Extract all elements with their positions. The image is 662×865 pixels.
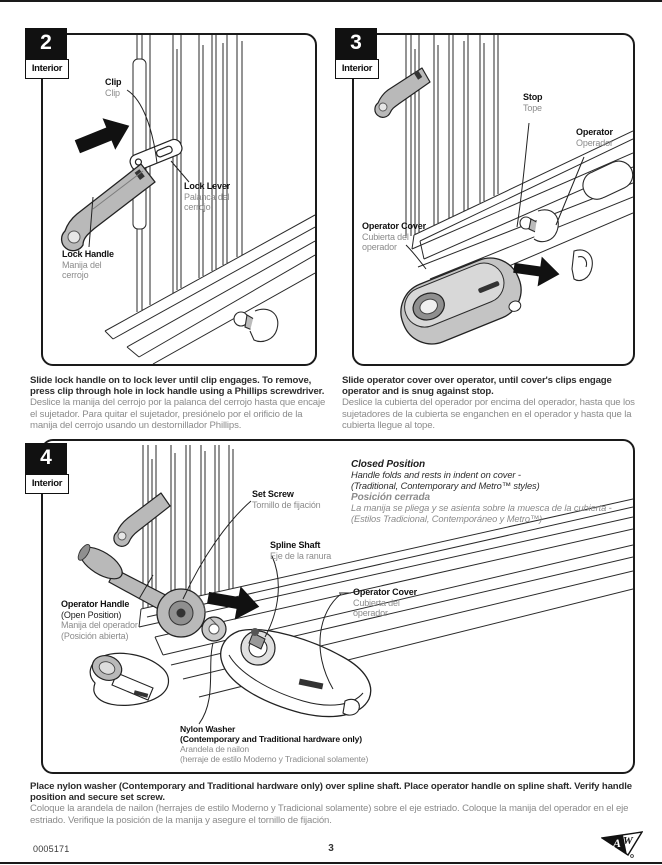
lock-handle-label-en: Lock Handle <box>62 249 114 259</box>
nylon-washer-label-en: Nylon Washer <box>180 724 236 734</box>
operator-label-es: Operador <box>576 137 613 148</box>
closed-position-line1-en: Handle folds and rests in indent on cover - <box>351 470 521 480</box>
svg-text:A: A <box>613 836 622 850</box>
step-2-caption-es: Deslice la manija del cerrojo por la palanca del cerrojo hasta que encaje el sujetador. Para quitar el sujetador, presiónelo por el orificio de la manija del cerrojo usando un destornillador Phillips. <box>30 397 326 431</box>
closed-position-line2-es: (Estilos Tradicional, Contemporáneo y Metro™) <box>351 514 543 524</box>
step-3-number: 3 <box>335 28 377 59</box>
lock-lever-label-en: Lock Lever <box>184 181 231 191</box>
operator-label-en: Operator <box>576 127 613 137</box>
closed-handle-assembly-drawing <box>89 652 169 706</box>
operator-stub-drawing <box>234 309 278 341</box>
closed-position-note <box>351 459 612 525</box>
step-2-caption-en: Slide lock handle on to lock lever until clip engages. To remove, press clip through hole in lock handle using a Phillips screwdriver. <box>30 375 325 398</box>
step-2-number: 2 <box>25 28 67 59</box>
step-4-panel <box>41 439 635 774</box>
operator-cover-label-es: Cubierta del operador <box>353 597 400 618</box>
step-4-caption-en: Place nylon washer (Contemporary and Traditional hardware only) over spline shaft. Place operator handle on spline shaft. Verify handle position and secure set screw. <box>30 781 632 804</box>
operator-cover-drawing <box>221 628 371 717</box>
spline-shaft-label-es: Eje de la ranura <box>270 550 332 561</box>
clip-label <box>105 77 121 98</box>
step-2-panel <box>41 33 317 366</box>
operator-cover-label-es: Cubierta del operador <box>362 231 409 252</box>
step-2-interior-tag: Interior <box>25 59 69 79</box>
set-screw-label-es: Tornillo de fijación <box>252 499 321 510</box>
step-2-illustration <box>43 35 315 364</box>
page-bottom-rule <box>0 862 662 864</box>
installed-lock-handle-drawing <box>114 493 170 546</box>
lock-handle-label <box>62 249 120 281</box>
operator-handle-label <box>61 599 138 641</box>
step-3-panel <box>352 33 635 366</box>
stop-label-es: Tope <box>523 102 542 113</box>
stop-label <box>523 92 542 113</box>
andersen-aw-logo-icon <box>601 831 643 859</box>
stop-label-en: Stop <box>523 92 543 102</box>
clip-label-en: Clip <box>105 77 122 87</box>
spline-shaft-label-en: Spline Shaft <box>270 540 321 550</box>
closed-position-title-es: Posición cerrada <box>351 492 430 503</box>
page-top-rule <box>0 0 662 2</box>
operator-cover-label <box>362 221 428 253</box>
step-3-interior-tag: Interior <box>335 59 379 79</box>
operator-label <box>576 127 613 148</box>
stop-drawing <box>572 250 592 281</box>
lock-handle-label-es: Manija del cerrojo <box>62 259 102 280</box>
step-2-caption <box>30 375 326 431</box>
installed-lock-handle-drawing <box>375 68 430 117</box>
step-3-caption <box>342 375 642 431</box>
document-number: 0005171 <box>33 844 70 854</box>
closed-position-line1-es: La manija se pliega y se asienta sobre la muesca de la cubierta - <box>351 503 612 513</box>
set-screw-label <box>252 489 321 510</box>
nylon-washer-label-en-sub: (Contemporary and Traditional hardware only) <box>180 734 363 744</box>
set-screw-label-en: Set Screw <box>252 489 294 499</box>
step-4-badge <box>25 443 67 494</box>
step-4-number: 4 <box>25 443 67 474</box>
step-2-badge <box>25 28 67 79</box>
slide-direction-arrow-icon <box>71 110 136 163</box>
step-4-caption <box>30 781 636 826</box>
operator-handle-label-es: Manija del operador <box>61 620 138 630</box>
lock-lever-label <box>184 181 250 213</box>
page-number: 3 <box>328 843 334 854</box>
step-3-badge <box>335 28 377 79</box>
nylon-washer-label <box>180 724 368 764</box>
svg-text:W: W <box>623 835 633 847</box>
sill-nose-drawing <box>578 156 633 203</box>
step-3-illustration <box>354 35 633 364</box>
operator-cover-label-en: Operator Cover <box>362 221 426 231</box>
step-4-caption-es: Coloque la arandela de nailon (herrajes de estilo Moderno y Tradicional solamente) sobre el eje estriado. Coloque la manija del operador en el eje estriado. Verifique la posición de la manija y asegure el tornillo de fijación. <box>30 803 629 826</box>
nylon-washer-label-es-sub: (herraje de estilo Moderno y Tradicional solamente) <box>180 754 369 764</box>
closed-position-title-en: Closed Position <box>351 459 426 470</box>
operator-handle-label-en: Operator Handle <box>61 599 130 609</box>
closed-position-line2-en: (Traditional, Contemporary and Metro™ styles) <box>351 481 540 491</box>
operator-cover-label <box>353 587 423 619</box>
step-3-caption-en: Slide operator cover over operator, until cover's clips engage operator and is snug against stop. <box>342 375 612 398</box>
operator-handle-label-es-sub: (Posición abierta) <box>61 630 129 641</box>
step-4-interior-tag: Interior <box>25 474 69 494</box>
operator-cover-drawing <box>392 249 530 353</box>
operator-cover-label-en: Operator Cover <box>353 587 417 597</box>
spline-shaft-label <box>270 540 331 561</box>
step-3-caption-es: Deslice la cubierta del operador por encima del operador, hasta que los sujetadores de la cubierta se enganchen en el operador y hasta que la cubierta llegue al tope. <box>342 397 635 431</box>
nylon-washer-drawing <box>202 617 226 641</box>
lock-lever-label-es: Palanca del cerrojo <box>184 191 230 212</box>
operator-handle-label-en-sub: (Open Position) <box>61 609 122 620</box>
nylon-washer-label-es: Arandela de nailon <box>180 744 249 754</box>
andersen-logo <box>601 831 643 864</box>
clip-label-es: Clip <box>105 87 120 98</box>
